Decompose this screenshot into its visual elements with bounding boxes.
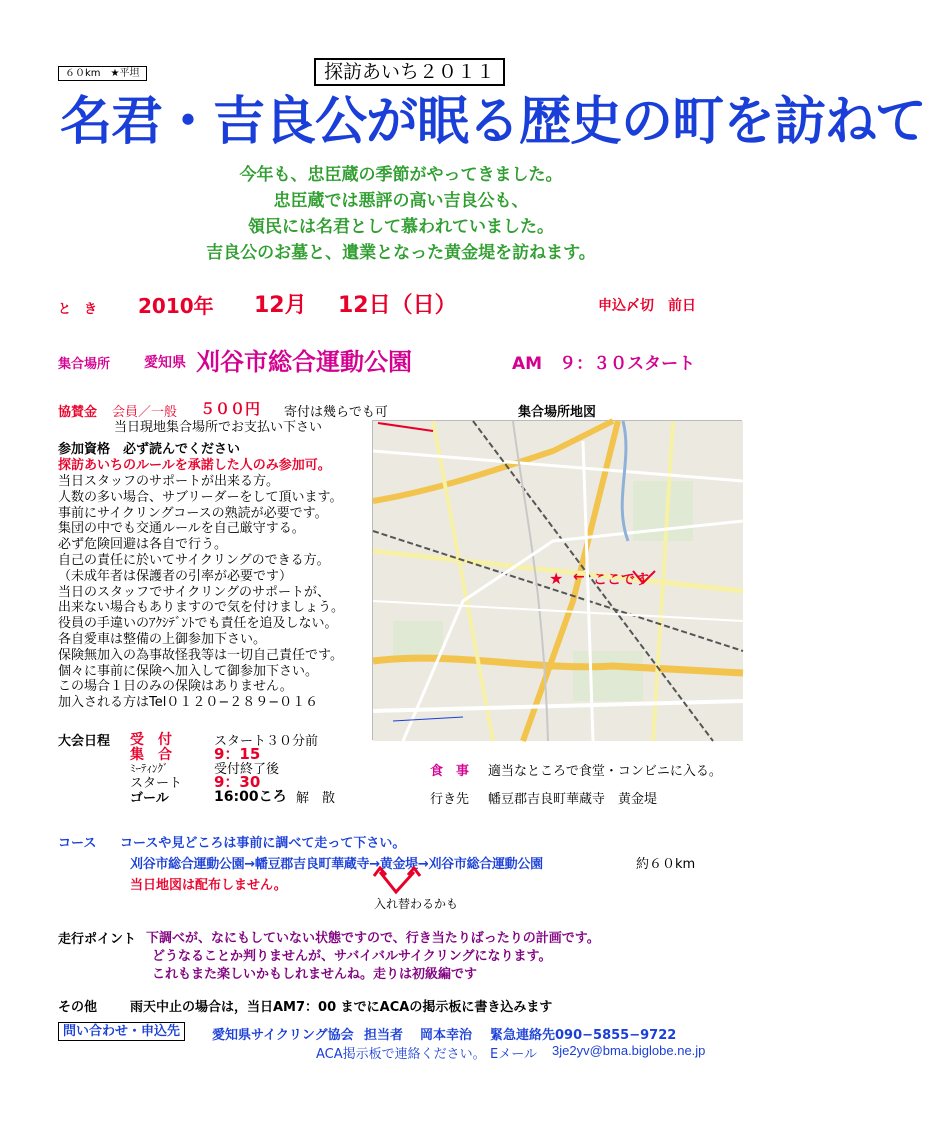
- course-note: コースや見どころは事前に調べて走って下さい。: [120, 836, 406, 851]
- meal-text: 適当なところで食堂・コンビニに入る。: [488, 764, 722, 779]
- other-label: その他: [58, 1000, 98, 1015]
- course-map-note: 当日地図は配布しません。: [130, 878, 287, 893]
- list-item: 個々に事前に保険へ加入して御参加下さい。: [58, 663, 319, 679]
- contact-label: 問い合わせ・申込先: [58, 1022, 185, 1041]
- points-line-3: これもまた楽しいかもしれませんね。走りは初級編です: [152, 967, 478, 982]
- goal-suffix: 解 散: [296, 791, 336, 806]
- destination-label: 行き先: [430, 792, 470, 807]
- goal-label: ゴール: [130, 791, 169, 806]
- meeting-label: ﾐｰﾃｨﾝｸﾞ: [130, 762, 169, 775]
- other-text: 雨天中止の場合は，当日AM7：00 までにACAの掲示板に書き込みます: [130, 1000, 553, 1015]
- goal-value: 16:00ころ: [214, 789, 287, 805]
- requirements-heading: 参加資格 必ず読んでください: [58, 442, 241, 457]
- contact-emergency: 緊急連絡先090−5855−9722: [490, 1028, 677, 1043]
- venue-label: 集合場所: [58, 357, 111, 372]
- intro-line-4: 吉良公のお墓と、遺業となった黄金堤を訪ねます。: [206, 243, 596, 263]
- requirements-rule: 探訪あいちのルールを承諾した人のみ参加可。: [58, 458, 331, 473]
- date-year: 2010年: [138, 294, 214, 318]
- schedule-label: 大会日程: [58, 734, 111, 749]
- course-route: 刈谷市総合運動公園→幡豆郡吉良町華蔵寺→黄金堤→刈谷市総合運動公園: [130, 857, 543, 872]
- meeting-value: 受付終了後: [214, 762, 280, 777]
- start-label: スタート: [130, 776, 183, 791]
- reception-label: 受 付: [130, 732, 172, 748]
- list-item: 加入される方はTel０１２０−２８９−０１６: [58, 695, 319, 711]
- fee-amount: ５００円: [200, 400, 261, 418]
- map-arrow-icon: ←: [573, 569, 585, 585]
- fee-category: 会員／一般: [112, 405, 178, 420]
- requirements-list: [58, 474, 344, 711]
- swap-note: 入れ替わるかも: [374, 897, 459, 911]
- start-value: 9：30: [214, 773, 261, 791]
- map-marker-icon: ★: [549, 569, 564, 588]
- venue-prefecture: 愛知県: [144, 355, 186, 371]
- swap-arrows-icon: [370, 862, 430, 896]
- points-line-2: どうなることか判りませんが、サバイバルサイクリングになります。: [152, 949, 552, 964]
- deadline: 申込〆切 前日: [598, 298, 696, 314]
- contact-org: 愛知県サイクリング協会: [212, 1028, 354, 1043]
- points-line-1: 下調べが、なにもしていない状態ですので、行き当たりばったりの計画です。: [146, 931, 600, 946]
- list-item: 当日のスタッフでサイクリングのサポートが、: [58, 584, 330, 600]
- assembly-value: 9：15: [214, 745, 261, 763]
- list-item: （未成年者は保護者の引率が必要です）: [58, 568, 293, 584]
- points-label: 走行ポイント: [58, 932, 137, 947]
- contact-person: 岡本幸治: [420, 1028, 473, 1043]
- date-day: 12日（日）: [338, 293, 457, 318]
- contact-email-label: Eメール: [490, 1047, 537, 1062]
- fee-payment: 当日現地集合場所でお支払い下さい: [114, 420, 323, 435]
- intro-line-1: 今年も、忠臣蔵の季節がやってきました。: [239, 165, 563, 185]
- reception-value: スタート３０分前: [214, 734, 319, 749]
- assembly-label: 集 合: [130, 747, 172, 763]
- fee-label: 協賛金: [58, 405, 98, 420]
- date-month: 12月: [254, 293, 307, 318]
- start-time: AM ９：３０スタート: [512, 354, 696, 374]
- list-item: 出来ない場合もありますので気を付けましょう。: [58, 600, 345, 616]
- list-item: 自己の責任に於いてサイクリングのできる方。: [58, 552, 330, 568]
- date-label: と き: [58, 302, 98, 317]
- distance-badge: ６０km ★平坦: [58, 66, 147, 81]
- map-label: 集合場所地図: [518, 405, 597, 420]
- contact-email[interactable]: 3je2yv@bma.biglobe.ne.jp: [552, 1043, 706, 1058]
- fee-donation: 寄付は幾らでも可: [284, 405, 388, 420]
- list-item: 役員の手違いのｱｸｼﾃﾞﾝﾄでも責任を追及しない。: [58, 616, 338, 632]
- list-item: 必ず危険回避は各自で行う。: [58, 537, 228, 553]
- list-item: 事前にサイクリングコースの熟読が必要です。: [58, 505, 328, 521]
- list-item: 保険無加入の為事故怪我等は一切自己責任です。: [58, 647, 343, 663]
- meal-label: 食 事: [430, 764, 470, 779]
- list-item: 集団の中でも交通ルールを自己厳守する。: [58, 521, 305, 537]
- list-item: 当日スタッフのサポートが出来る方。: [58, 474, 280, 489]
- course-distance: 約６０km: [636, 857, 696, 872]
- list-item: この場合１日のみの保険はありません。: [58, 679, 293, 695]
- contact-person-label: 担当者: [364, 1028, 404, 1043]
- course-label: コース: [58, 836, 97, 851]
- meeting-place-map: [372, 420, 742, 740]
- list-item: 各自愛車は整備の上御参加下さい。: [58, 631, 267, 647]
- intro-line-3: 領民には名君として慕われていました。: [248, 217, 554, 237]
- series-title: 探訪あいち２０１１: [314, 58, 505, 86]
- main-title: 名君・吉良公が眠る歴史の町を訪ねて: [60, 92, 926, 152]
- venue-name: 刈谷市総合運動公園: [196, 348, 412, 376]
- contact-board: ACA掲示板で連絡ください。: [316, 1047, 486, 1062]
- list-item: 人数の多い場合、サブリーダーをして頂います。: [58, 489, 343, 505]
- destination-text: 幡豆郡吉良町華蔵寺 黄金堤: [488, 792, 658, 807]
- intro-line-2: 忠臣蔵では悪評の高い吉良公も、: [273, 191, 529, 211]
- map-marker-label: ここです: [593, 572, 649, 588]
